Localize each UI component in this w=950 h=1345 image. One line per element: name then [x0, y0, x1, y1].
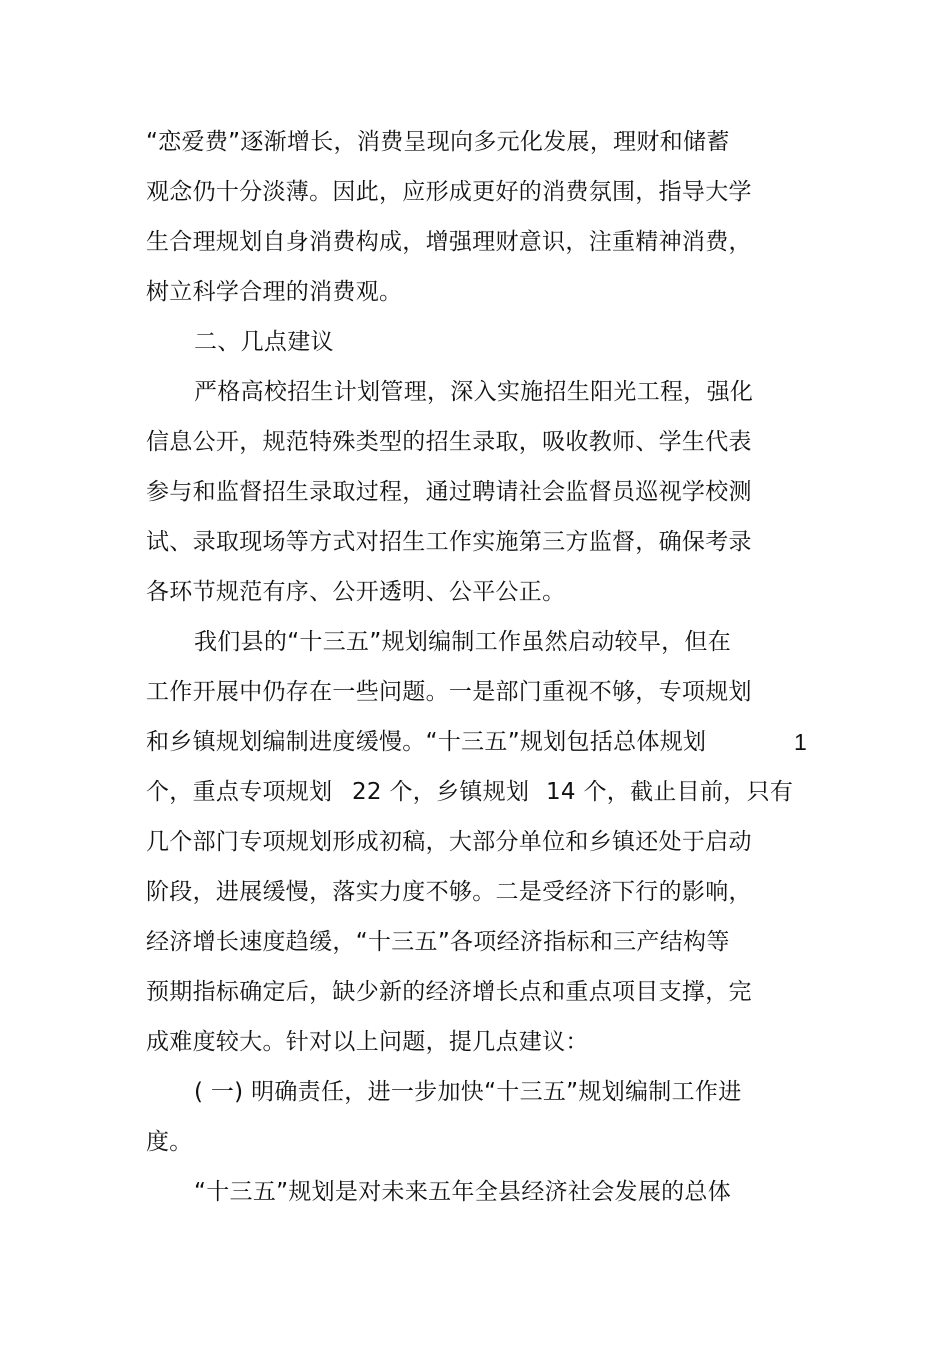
text-fragment: 14 个，截止目前，只有	[546, 779, 794, 805]
text-line: 工作开展中仍存在一些问题。一是部门重视不够，专项规划	[146, 679, 752, 705]
text-line: 严格高校招生计划管理，深入实施招生阳光工程，强化	[194, 379, 754, 405]
text-line: 经济增长速度趋缓，“十三五”各项经济指标和三产结构等	[146, 929, 730, 955]
text-line: 各环节规范有序、公开透明、公平公正。	[146, 579, 566, 605]
text-line: 观念仍十分淡薄。因此，应形成更好的消费氛围，指导大学	[146, 179, 752, 205]
text-fragment: 个，重点专项规划	[146, 779, 333, 805]
text-fragment: 22 个，乡镇规划	[352, 779, 530, 805]
text-fragment: 1	[794, 729, 807, 755]
text-line: 树立科学合理的消费观。	[146, 279, 403, 305]
text-line: 阶段，进展缓慢，落实力度不够。二是受经济下行的影响，	[146, 879, 752, 905]
subsection-heading: ( 一) 明确责任，进一步加快“十三五”规划编制工作进	[194, 1079, 742, 1105]
text-line: “十三五”规划是对未来五年全县经济社会发展的总体	[194, 1179, 732, 1205]
section-heading: 二、几点建议	[194, 329, 334, 355]
text-line: 生合理规划自身消费构成，增强理财意识，注重精神消费，	[146, 229, 752, 255]
text-line: 我们县的“十三五”规划编制工作虽然启动较早，但在	[194, 629, 732, 655]
text-line: 预期指标确定后，缺少新的经济增长点和重点项目支撑，完	[146, 979, 752, 1005]
text-line: 度。	[146, 1129, 193, 1155]
text-line: “恋爱费”逐渐增长，消费呈现向多元化发展，理财和储蓄	[146, 129, 730, 155]
text-line: 成难度较大。针对以上问题，提几点建议：	[146, 1029, 589, 1055]
text-line: 信息公开，规范特殊类型的招生录取，吸收教师、学生代表	[146, 429, 752, 455]
text-line: 和乡镇规划编制进度缓慢。“十三五”规划包括总体规划	[146, 729, 707, 755]
text-line: 试、录取现场等方式对招生工作实施第三方监督，确保考录	[146, 529, 752, 555]
text-line: 参与和监督招生录取过程，通过聘请社会监督员巡视学校测	[146, 479, 752, 505]
text-line: 几个部门专项规划形成初稿，大部分单位和乡镇还处于启动	[146, 829, 752, 855]
